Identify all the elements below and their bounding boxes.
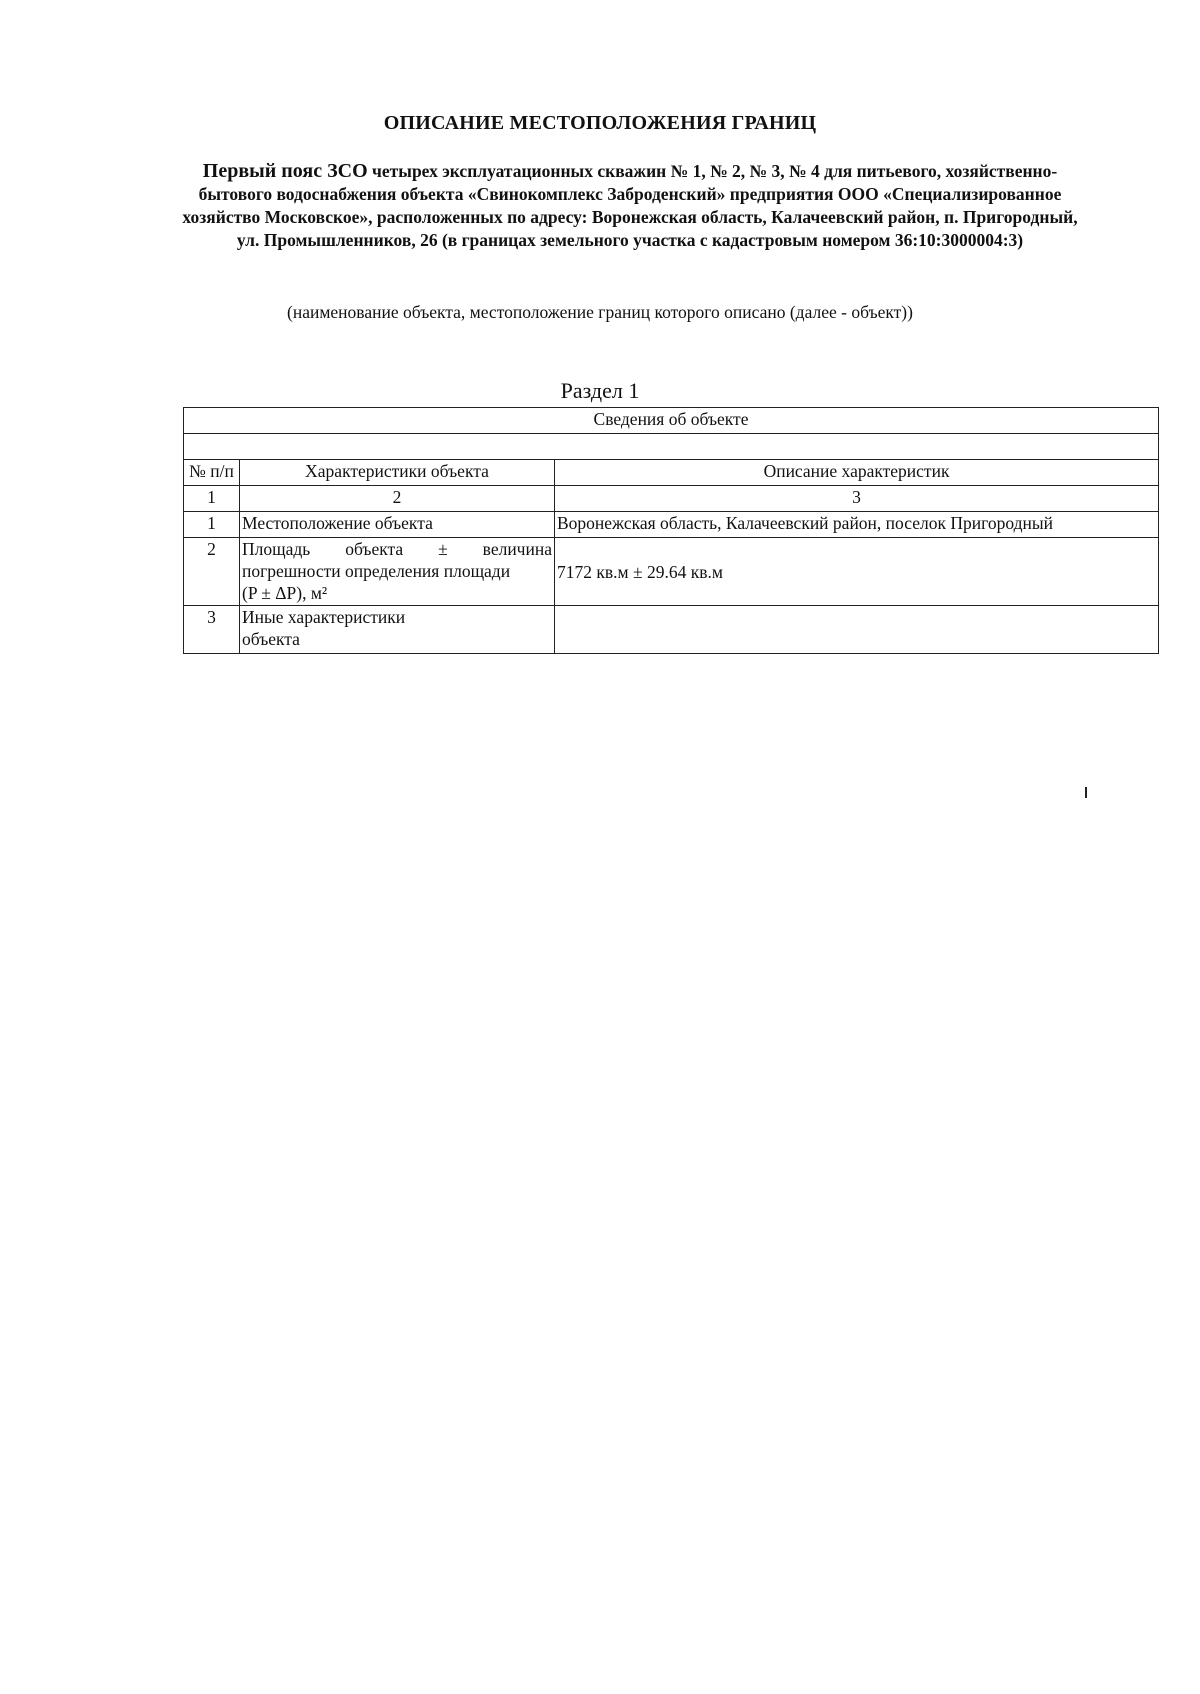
subtitle-rest: четырех эксплуатационных скважин № 1, № 2, № 3, № 4 для питьевого, хозяйственно-бытового водоснабжения объекта «Свинокомплекс Заброденский» предприятия ООО «Специализированное хозяйство Московское», расположенных по адресу: Воронежская область, Калачеевский район, п. Пригородный, ул. Промышленников, 26 (в границах земельного участка с кадастровым номером 36:10:3000004:3) (182, 161, 1078, 250)
characteristic-line: объекта (242, 629, 300, 649)
column-number: 1 (184, 486, 240, 512)
characteristic-line (242, 538, 552, 560)
object-info-table (183, 407, 1159, 654)
row-number: 3 (184, 606, 240, 654)
column-number: 2 (240, 486, 555, 512)
characteristic-line: Иные характеристики (242, 607, 406, 627)
scan-mark (1085, 787, 1087, 798)
word: величина (482, 539, 552, 559)
header-characteristic: Характеристики объекта (240, 460, 555, 486)
row-characteristic (240, 606, 555, 654)
document-caption: (наименование объекта, местоположение границ которого описано (далее - объект)) (287, 302, 913, 322)
table-empty-row (184, 434, 1159, 460)
table-row (184, 538, 1159, 606)
word: ± (438, 539, 448, 559)
row-characteristic (240, 538, 555, 606)
table-row (184, 606, 1159, 654)
row-characteristic: Местоположение объекта (240, 512, 555, 538)
subtitle-lead: Первый пояс ЗСО (202, 160, 368, 182)
row-number: 1 (184, 512, 240, 538)
header-description: Описание характеристик (555, 460, 1159, 486)
table-title-row (184, 408, 1159, 434)
header-number: № п/п (184, 460, 240, 486)
column-number: 3 (555, 486, 1159, 512)
section-title: Раздел 1 (560, 378, 640, 403)
characteristic-line: (P ± ΔP), м² (242, 583, 328, 603)
characteristic-line: погрешности определения площади (242, 561, 511, 581)
row-number: 2 (184, 538, 240, 606)
word: объекта (345, 539, 404, 559)
table-row (184, 512, 1159, 538)
word: Площадь (242, 539, 311, 559)
table-title: Сведения об объекте (184, 408, 1159, 434)
table-header-row (184, 460, 1159, 486)
row-description: Воронежская область, Калачеевский район, поселок Пригородный (555, 512, 1159, 538)
document-subtitle (180, 160, 1080, 252)
column-numbers-row (184, 486, 1159, 512)
row-description: 7172 кв.м ± 29.64 кв.м (555, 538, 1159, 606)
row-description (555, 606, 1159, 654)
table-empty-cell (184, 434, 1159, 460)
document-title: ОПИСАНИЕ МЕСТОПОЛОЖЕНИЯ ГРАНИЦ (383, 112, 817, 134)
